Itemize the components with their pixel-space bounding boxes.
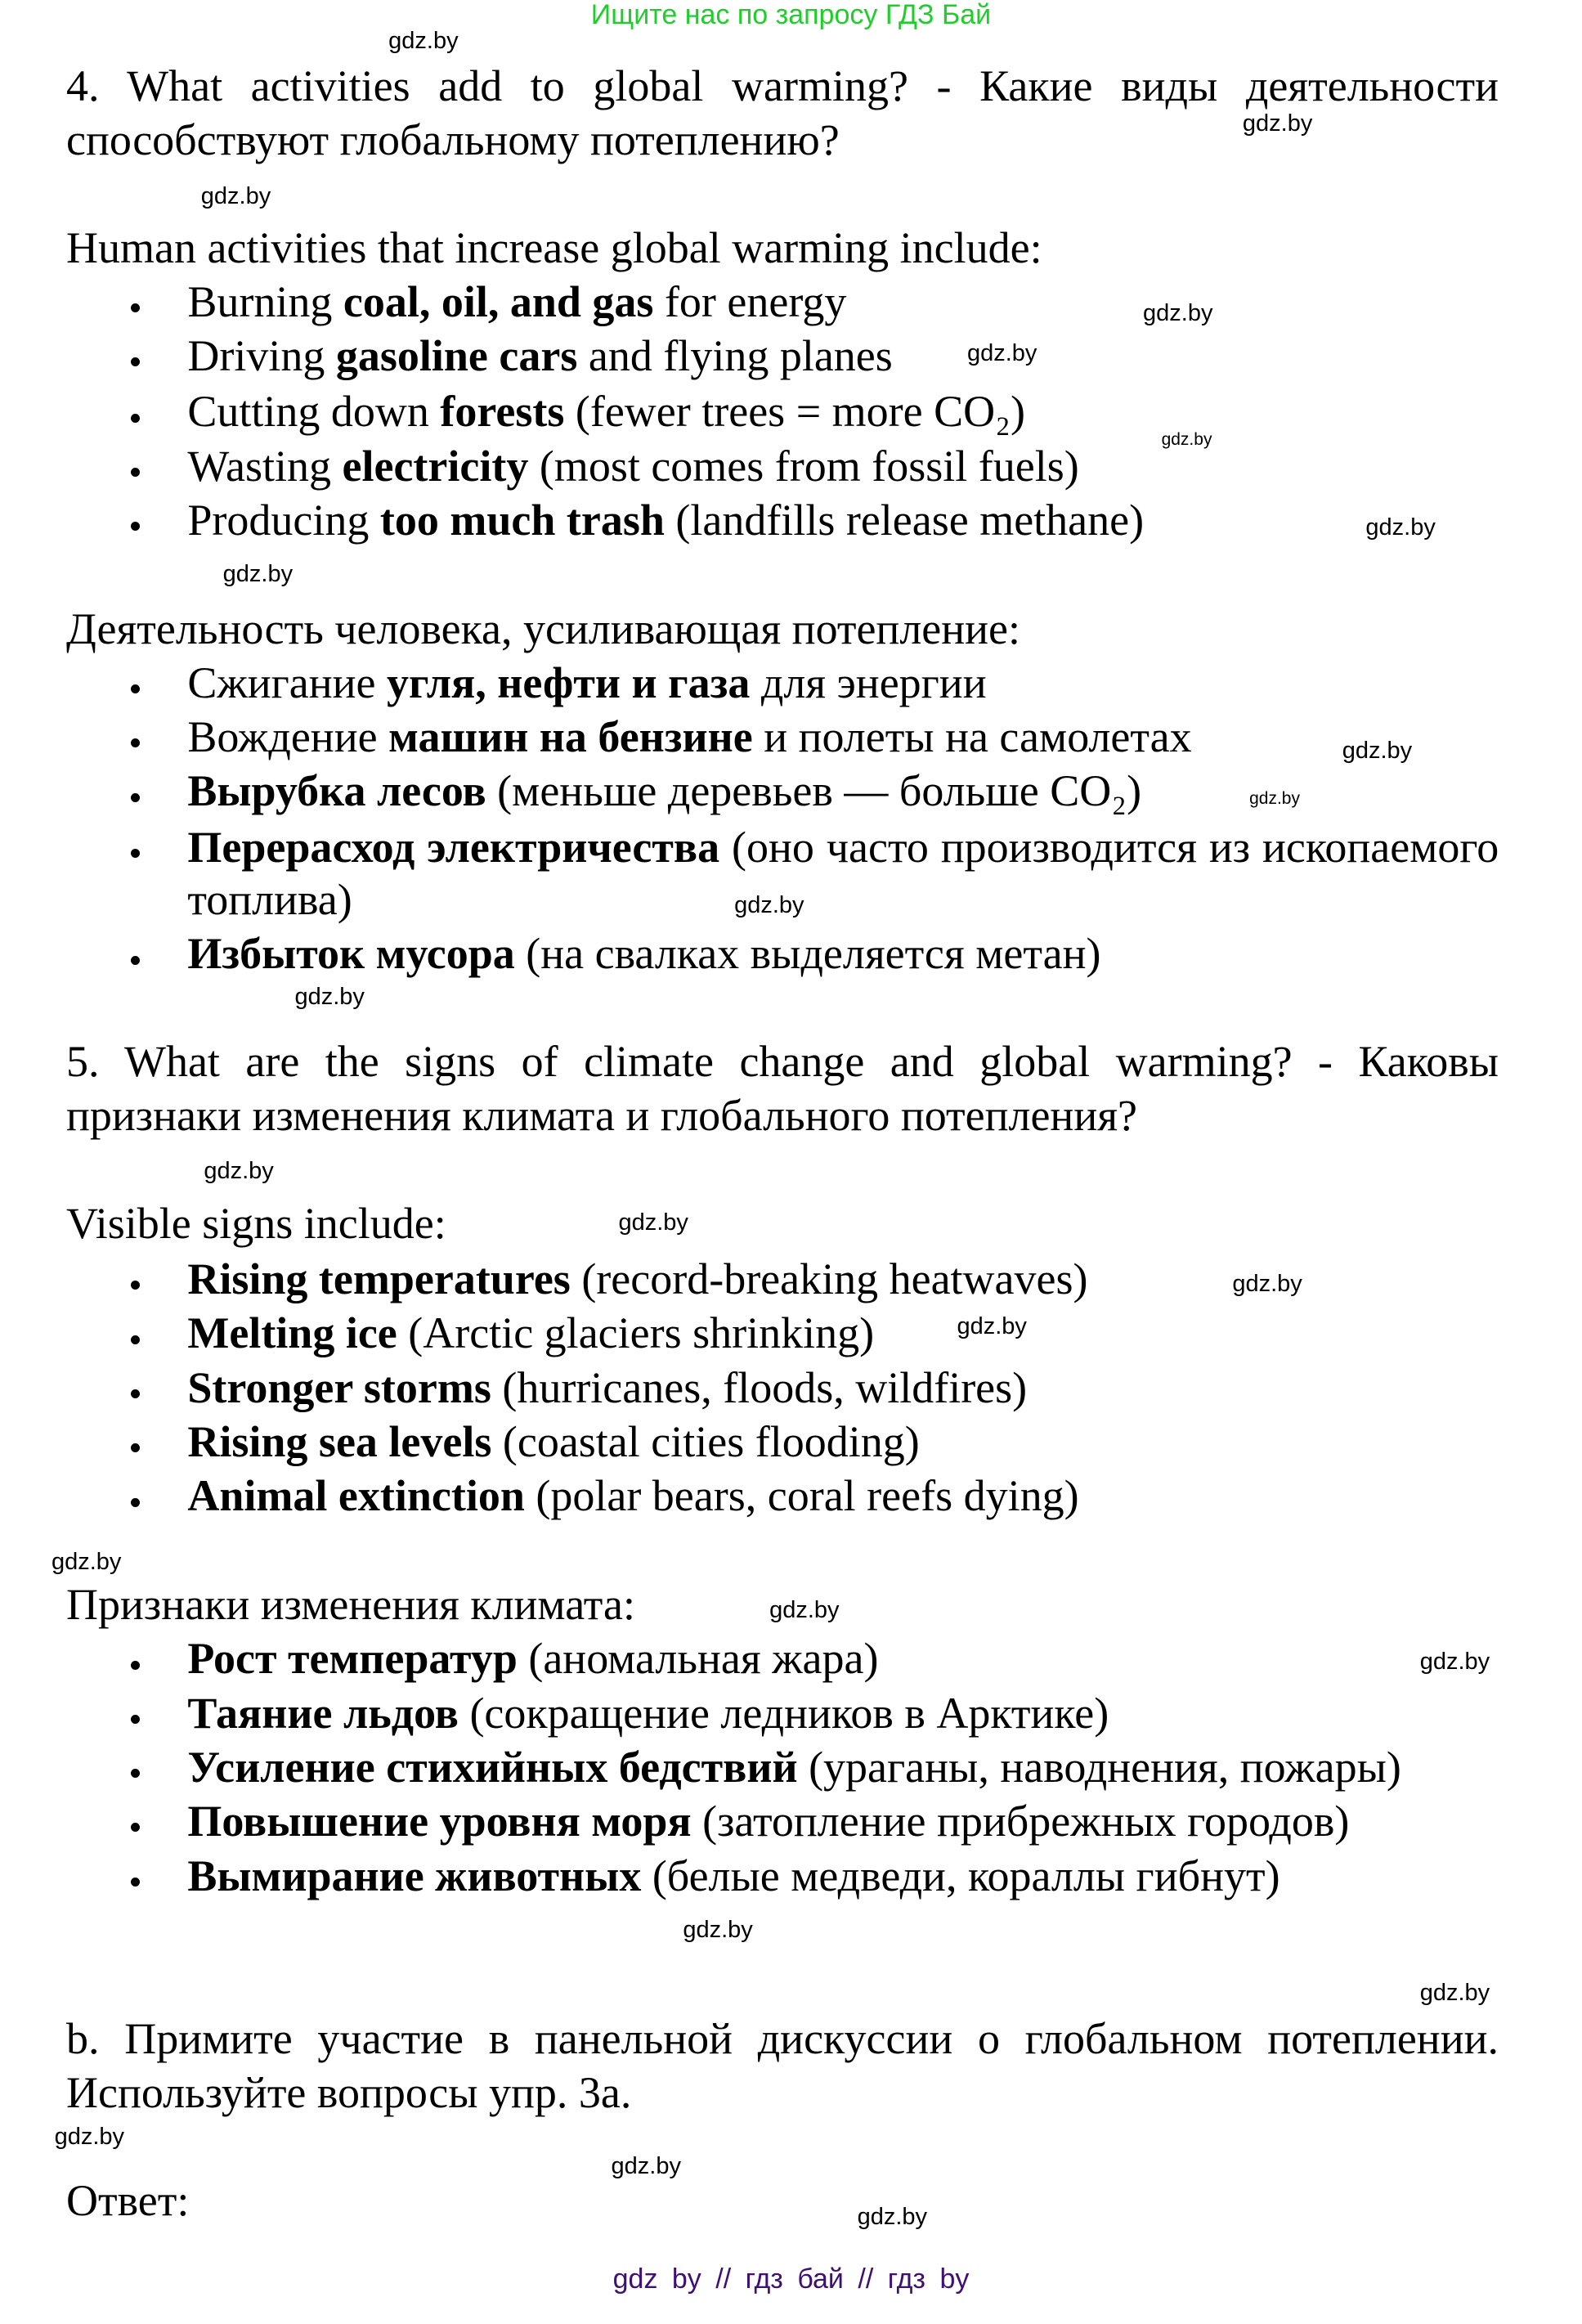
bullet-icon — [131, 468, 140, 477]
answer-label: Ответ: — [66, 2176, 190, 2226]
watermark: gdz.by — [204, 1157, 274, 1184]
watermark: gdz.by — [966, 339, 1037, 366]
item-text: Вождение — [187, 712, 389, 762]
item-text: (оно часто производится из ископаемого топлива) — [187, 822, 1499, 924]
item-text: (hurricanes, floods, wildfires) — [491, 1362, 1028, 1412]
bold-term: forests — [440, 387, 565, 437]
bold-term: Усиление стихийных бедствий — [187, 1742, 798, 1792]
watermark: gdz.by — [200, 183, 271, 210]
list-item — [187, 711, 1191, 763]
list-item — [187, 1632, 878, 1685]
task-b: b. Примите участие в панельной дискуссии о глобальном потеплении. Используйте вопросы упр. 3а. — [66, 2014, 1499, 2118]
item-text: и полеты на самолетах — [752, 712, 1192, 762]
question-4: 4. What activities add to global warming? - Какие виды деятельности способствуют глобальному потеплению? — [66, 61, 1499, 164]
item-text: Burning — [187, 276, 343, 326]
footer-links[interactable]: gdz by // гдз бай // гдз by — [612, 2263, 970, 2295]
list-item — [187, 1415, 919, 1468]
bullet-icon — [131, 414, 140, 423]
list-item — [187, 1687, 1109, 1739]
bullet-icon — [131, 1389, 140, 1398]
list-item — [187, 494, 1144, 546]
list-item — [187, 1307, 874, 1359]
intro-en: Human activities that increase global warming include: — [66, 222, 1042, 272]
search-banner[interactable]: Ищите нас по запросу ГДЗ Бай — [590, 0, 992, 30]
item-text: (coastal cities flooding) — [491, 1417, 920, 1467]
item-text: (меньше деревьев — больше CO₂) — [486, 766, 1142, 816]
item-text: (сокращение ледников в Арктике) — [458, 1688, 1109, 1738]
bold-term: Melting ice — [187, 1308, 397, 1358]
item-text: Driving — [187, 331, 336, 381]
watermark: gdz.by — [1161, 429, 1212, 449]
list-item — [187, 276, 846, 328]
bullet-icon — [131, 357, 140, 366]
watermark: gdz.by — [222, 561, 294, 588]
item-text: (затопление прибрежных городов) — [691, 1797, 1350, 1846]
bold-term: coal, oil, and gas — [343, 276, 654, 326]
bold-term: electricity — [342, 441, 529, 491]
list-item — [187, 927, 1100, 980]
list-item — [187, 1741, 1400, 1793]
watermark: gdz.by — [51, 1549, 122, 1576]
bold-term: Таяние льдов — [187, 1688, 459, 1738]
item-text: (ураганы, наводнения, пожары) — [797, 1742, 1401, 1792]
item-text: (fewer trees = more CO₂) — [564, 387, 1025, 437]
watermark: gdz.by — [294, 983, 365, 1010]
bold-term: Rising temperatures — [187, 1254, 571, 1304]
watermark: gdz.by — [683, 1917, 753, 1944]
item-text: (landfills release methane) — [664, 495, 1145, 545]
watermark: gdz.by — [957, 1312, 1027, 1339]
bullet-icon — [131, 1715, 140, 1724]
list-item — [187, 657, 986, 709]
watermark: gdz.by — [1342, 737, 1413, 764]
list-item — [187, 440, 1078, 492]
watermark: gdz.by — [1419, 1649, 1490, 1676]
bold-term: Вырубка лесов — [187, 766, 486, 816]
intro-en: Visible signs include: — [66, 1199, 446, 1249]
item-text: for energy — [653, 276, 847, 326]
bold-term: too much trash — [379, 495, 665, 545]
item-text: для энергии — [750, 657, 987, 707]
watermark: gdz.by — [388, 28, 459, 55]
watermark: gdz.by — [618, 1209, 688, 1236]
item-text: (most comes from fossil fuels) — [528, 441, 1079, 491]
bullet-icon — [131, 956, 140, 965]
intro-ru: Деятельность человека, усиливающая потепление: — [66, 603, 1021, 653]
item-text: Wasting — [187, 441, 343, 491]
watermark: gdz.by — [1365, 514, 1436, 541]
watermark: gdz.by — [1242, 110, 1313, 137]
item-text: and flying planes — [577, 331, 893, 381]
bold-term: Избыток мусора — [187, 929, 515, 979]
list-item — [187, 1795, 1349, 1847]
bullet-icon — [131, 1281, 140, 1290]
bold-term: Рост температур — [187, 1634, 518, 1684]
watermark: gdz.by — [1419, 1980, 1490, 2007]
watermark: gdz.by — [857, 2204, 928, 2231]
watermark: gdz.by — [611, 2152, 681, 2179]
bullet-icon — [131, 849, 140, 858]
bullet-icon — [131, 303, 140, 312]
bold-term: Rising sea levels — [187, 1417, 492, 1467]
bullet-icon — [131, 1823, 140, 1832]
list-item — [187, 385, 1025, 437]
list-item — [187, 765, 1141, 817]
bullet-icon — [131, 738, 140, 747]
list-item — [187, 1850, 1279, 1902]
bold-term: машин на бензине — [388, 712, 753, 762]
bold-term: Stronger storms — [187, 1362, 491, 1412]
item-text: (белые медведи, кораллы гибнут) — [641, 1851, 1280, 1900]
bold-term: Повышение уровня моря — [187, 1797, 692, 1846]
bold-term: угля, нефти и газа — [386, 657, 751, 707]
item-text: (Arctic glaciers shrinking) — [397, 1308, 875, 1358]
item-text: (record-breaking heatwaves) — [570, 1254, 1088, 1304]
list-item — [187, 1362, 1027, 1414]
list-item — [187, 821, 1499, 926]
watermark: gdz.by — [54, 2123, 125, 2150]
list-item — [187, 330, 892, 382]
watermark: gdz.by — [1232, 1270, 1302, 1297]
bullet-icon — [131, 1661, 140, 1670]
bullet-icon — [131, 1878, 140, 1887]
list-item — [187, 1469, 1078, 1522]
watermark: gdz.by — [769, 1597, 840, 1624]
item-text: (на свалках выделяется метан) — [514, 929, 1101, 979]
bullet-icon — [131, 1335, 140, 1344]
watermark: gdz.by — [1143, 300, 1213, 327]
bold-term: gasoline cars — [335, 331, 578, 381]
bullet-icon — [131, 793, 140, 802]
bullet-icon — [131, 522, 140, 531]
question-5: 5. What are the signs of climate change and global warming? - Каковы признаки изменения климата и глобального потепления? — [66, 1037, 1499, 1141]
watermark: gdz.by — [734, 892, 804, 919]
bullet-icon — [131, 1443, 140, 1452]
item-text: (аномальная жара) — [517, 1634, 879, 1684]
bullet-icon — [131, 684, 140, 693]
bold-term: Animal extinction — [187, 1471, 525, 1521]
bold-term: Перерасход электричества — [187, 822, 720, 872]
bold-term: Вымирание животных — [187, 1851, 642, 1900]
item-text: Сжигание — [187, 657, 387, 707]
bullet-icon — [131, 1498, 140, 1507]
item-text: Producing — [187, 495, 380, 545]
item-text: (polar bears, coral reefs dying) — [524, 1471, 1079, 1521]
item-text: Cutting down — [187, 387, 441, 437]
bullet-icon — [131, 1769, 140, 1778]
list-item — [187, 1253, 1087, 1305]
intro-ru: Признаки изменения климата: — [66, 1579, 636, 1629]
watermark: gdz.by — [1249, 788, 1300, 808]
